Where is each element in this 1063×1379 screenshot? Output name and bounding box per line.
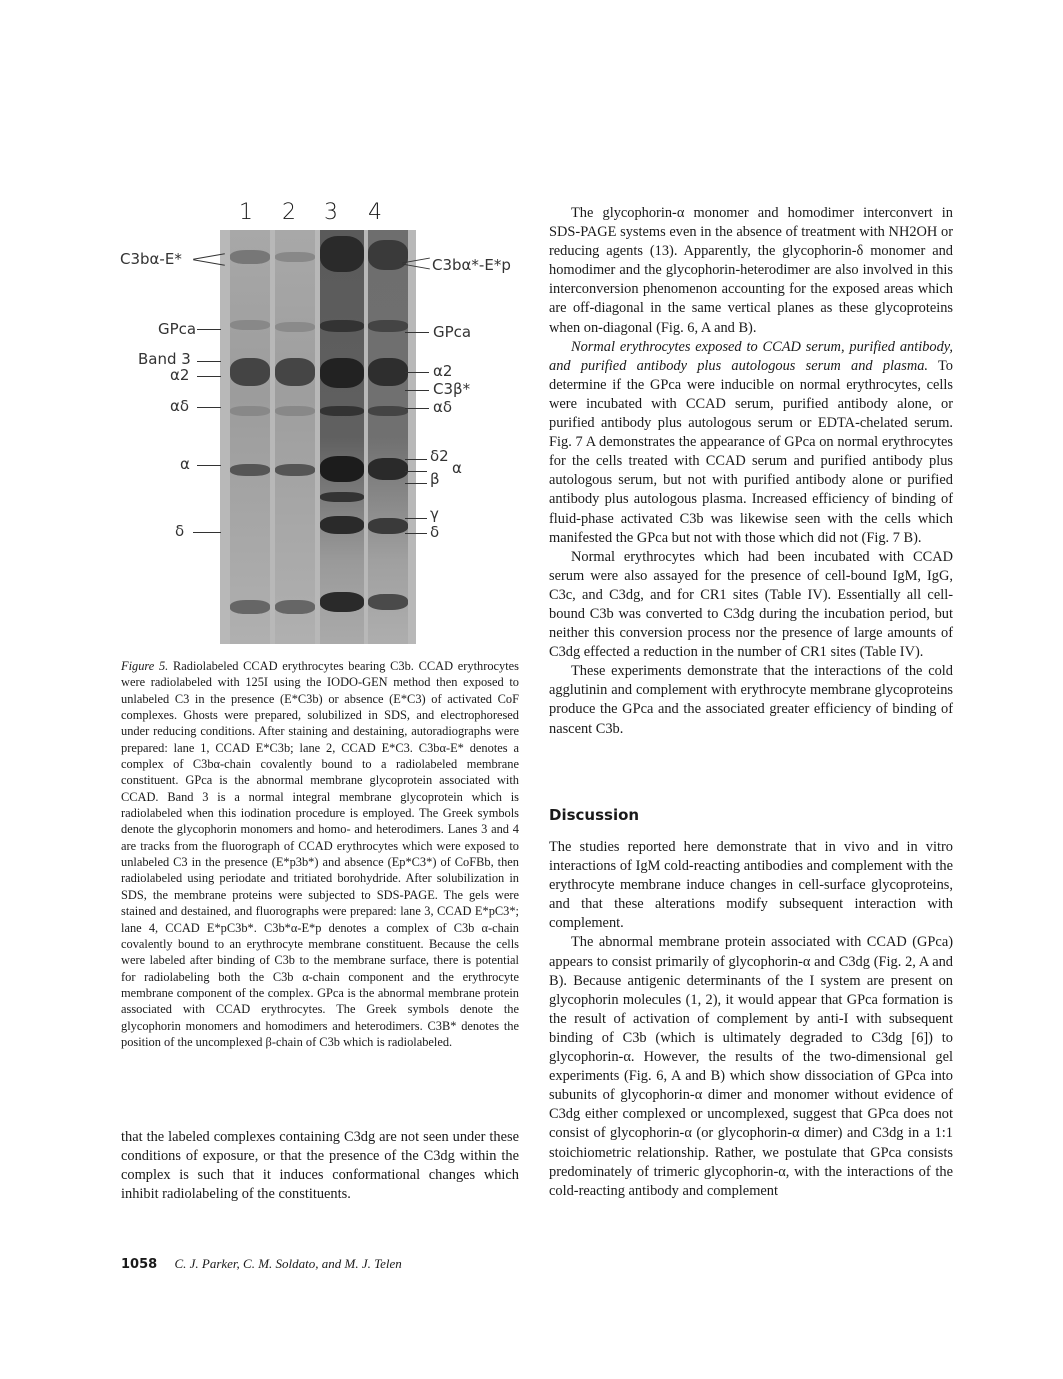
label-beta: β <box>430 470 440 488</box>
label-alphadelta-left: αδ <box>170 397 190 415</box>
label-alphadelta-right: αδ <box>433 398 453 416</box>
label-c3balpha-e-p: C3bα*-E*p <box>432 256 511 274</box>
label-gamma: γ <box>430 505 439 523</box>
lane-number-1: 1 <box>239 200 253 225</box>
paragraph-ccad-serum: Normal erythrocytes which had been incubated with CCAD serum were also assayed for the presence of cell-bound IgM, IgG, C3c, and C3dg, and for CR1 sites (Table IV). Essentially all cell-bound C3b was converted to C3dg during the incubation period, but neither this conversion process nor the presence of large amounts of C3dg effected a reduction in the number of CR1 sites (Table IV). <box>549 548 953 661</box>
paragraph-discussion-2: The abnormal membrane protein associated with CCAD (GPca) appears to consist primarily of glycophorin-α and C3dg (Fig. 2, A and B). Because antigenic determinants of the I system are present on glycophorin molecules (1, 2), it would appear that GPca formation is the result of activation of complement by anti-I with subsequent binding of C3b (which is ultimately degraded to C3dg [6]) to glycophorin-α. However, the results of the two-dimensional gel experiments (Fig. 6, A and B) which show dissociation of GPca into subunits of glycophorin-α dimer and monomer without evidence of C3dg either complexed or uncomplexed, suggest that GPca does not consist of glycophorin-α (or glycophorin-α dimer) and C3dg in a 1:1 stoichiometric relationship. Rather, we postulate that GPca consists predominately of trimeric glycophorin-α, with the interactions of the cold-reacting antibody and complement <box>549 934 953 1199</box>
label-tick <box>197 329 221 330</box>
label-tick <box>405 372 429 373</box>
paragraph-experiments: These experiments demonstrate that the interactions of the cold agglutinin and complement with erythrocyte membrane glycoproteins produce the GPca and the associated greater efficiency of binding of nascent C3b. <box>549 663 953 737</box>
label-alpha2-right: α2 <box>433 362 453 380</box>
paragraph-glycophorin: The glycophorin-α monomer and homodimer interconvert in SDS-PAGE systems even in the absence of treatment with NH2OH or reducing agents (13). Apparently, the glycophorin-δ monomer and homodimer and the glycophorin-heterodimer are also involved in this interconversion phenomenon accounting for the exposed areas which are off-diagonal in the same vertical planes as these glycoproteins when on-diagonal (Fig. 6, A and B). <box>549 205 953 336</box>
label-band-3: Band 3 <box>138 350 191 368</box>
label-gpca-left: GPca <box>158 320 197 338</box>
page-footer <box>121 1256 402 1272</box>
label-alpha-right: α <box>452 459 462 477</box>
figure-caption <box>121 658 519 1050</box>
running-authors: C. J. Parker, C. M. Soldato, and M. J. Telen <box>174 1256 402 1271</box>
label-tick <box>405 459 427 460</box>
label-tick <box>405 332 429 333</box>
label-gpca-right: GPca <box>433 323 472 341</box>
label-tick <box>197 361 221 362</box>
paragraph-discussion-1: The studies reported here demonstrate that in vivo and in vitro interactions of IgM cold-reacting antibodies and complement with the erythrocyte membrane induce changes in cell-surface glycoproteins, and that these alterations modify subsequent interaction with complement. <box>549 839 953 932</box>
left-column-text <box>121 1128 519 1204</box>
label-tick <box>405 483 427 484</box>
lane-number-2: 2 <box>282 200 296 225</box>
label-tick <box>405 471 427 472</box>
caption-text: Radiolabeled CCAD erythrocytes bearing C3b. CCAD erythrocytes were radiolabeled with 125I using the IODO-GEN method then exposed to unlabeled C3 in the presence (E*C3b) or absence (E*C3) of activated CoF complexes. Ghosts were prepared, solubilized in SDS, and electrophoresed under reducing conditions. After staining and destaining, autoradiographs were prepared: lane 1, CCAD E*C3b; lane 2, CCAD E*C3. C3bα-E* denotes a complex of C3bα-chain covalently bound to a radiolabeled membrane constituent. GPca is the abnormal membrane glycoprotein associated with CCAD. Band 3 is a normal integral membrane glycoprotein which is radiolabeled when this iodination procedure is employed. The Greek symbols denote the glycophorin monomers and homo- and heterodimers. Lanes 3 and 4 are tracks from the fluorograph of CCAD erythrocytes which were exposed to unlabeled C3 in the presence (E*p3b*) and absence (Ep*C3*) of CoFBb, then radiolabeled using periodate and tritiated borohydride. After solubilization in SDS, the membrane proteins were subjected to SDS-PAGE. The gels were stained and destained, and fluorographs were prepared: lane 3, CCAD E*pC3*; lane 4, CCAD E*pC3b*. C3b*α-E*p denotes a complex of C3b α-chain covalently bound to an erythrocyte membrane constituent. Because the cells were labeled after binding of C3b to the membrane surface, there is potential for radiolabeling both the C3b α-chain component and the erythrocyte membrane component of the complex. GPca is the abnormal membrane protein associated with CCAD erythrocytes. The Greek symbols denote the glycophorin monomers and homodimers and heterodimers. C3B* denotes the position of the uncomplexed β-chain of C3b which is radiolabeled. <box>121 659 519 1049</box>
subheading-normal-erythrocytes: Normal erythrocytes exposed to CCAD serum, purified antibody, and purified antibody plus autologous serum and plasma. <box>549 338 953 374</box>
gel-lane-1 <box>230 230 270 644</box>
lane-numbers <box>112 200 522 230</box>
caption-label: Figure 5. <box>121 659 169 673</box>
label-tick <box>197 465 221 466</box>
label-c3balpha-e: C3bα-E* <box>120 250 182 268</box>
label-tick <box>197 407 221 408</box>
left-paragraph: that the labeled complexes containing C3dg are not seen under these conditions of exposure, or that the presence of the C3dg within the complex is such that it induces conformational changes which inhibit radiolabeling of the constituents. <box>121 1129 519 1203</box>
paragraph-normal-erythrocytes-body: To determine if the GPca were inducible on normal erythrocytes, cells were incubated with CCAD serum, purified antibody alone, or purified antibody plus autologous serum or EDTA-chelated serum. Fig. 7 A demonstrates the appearance of GPca on normal erythrocytes for the cells treated with CCAD serum and purified antibody plus autologous serum, but not with purified antibody alone or purified antibody plus autologous plasma. Increased efficiency of binding of fluid-phase activated C3b was likewise seen with the cells which manifested the GPca but not with those which did not (Fig. 7 B). <box>549 357 953 546</box>
paragraph-normal-erythrocytes <box>549 338 953 548</box>
label-tick <box>405 533 427 534</box>
label-alpha2-left: α2 <box>170 366 190 384</box>
right-column-discussion <box>549 838 953 1201</box>
right-column-top <box>549 204 953 739</box>
label-c3beta-star: C3β* <box>433 380 471 398</box>
gel-lane-2 <box>275 230 315 644</box>
gel-image <box>220 230 416 644</box>
lane-number-4: 4 <box>368 200 382 225</box>
label-tick <box>405 518 427 519</box>
gel-lane-4 <box>368 230 408 644</box>
lane-number-3: 3 <box>324 200 338 225</box>
gel-lane-3 <box>320 230 364 644</box>
section-heading-discussion: Discussion <box>549 806 640 824</box>
label-delta-right: δ <box>430 523 440 541</box>
label-tick <box>405 390 429 391</box>
label-delta2: δ2 <box>430 447 449 465</box>
page-number: 1058 <box>121 1257 158 1272</box>
label-tick <box>197 376 221 377</box>
label-tick <box>193 532 221 533</box>
label-tick <box>405 408 429 409</box>
label-delta-left: δ <box>175 522 185 540</box>
label-alpha-left: α <box>180 455 190 473</box>
